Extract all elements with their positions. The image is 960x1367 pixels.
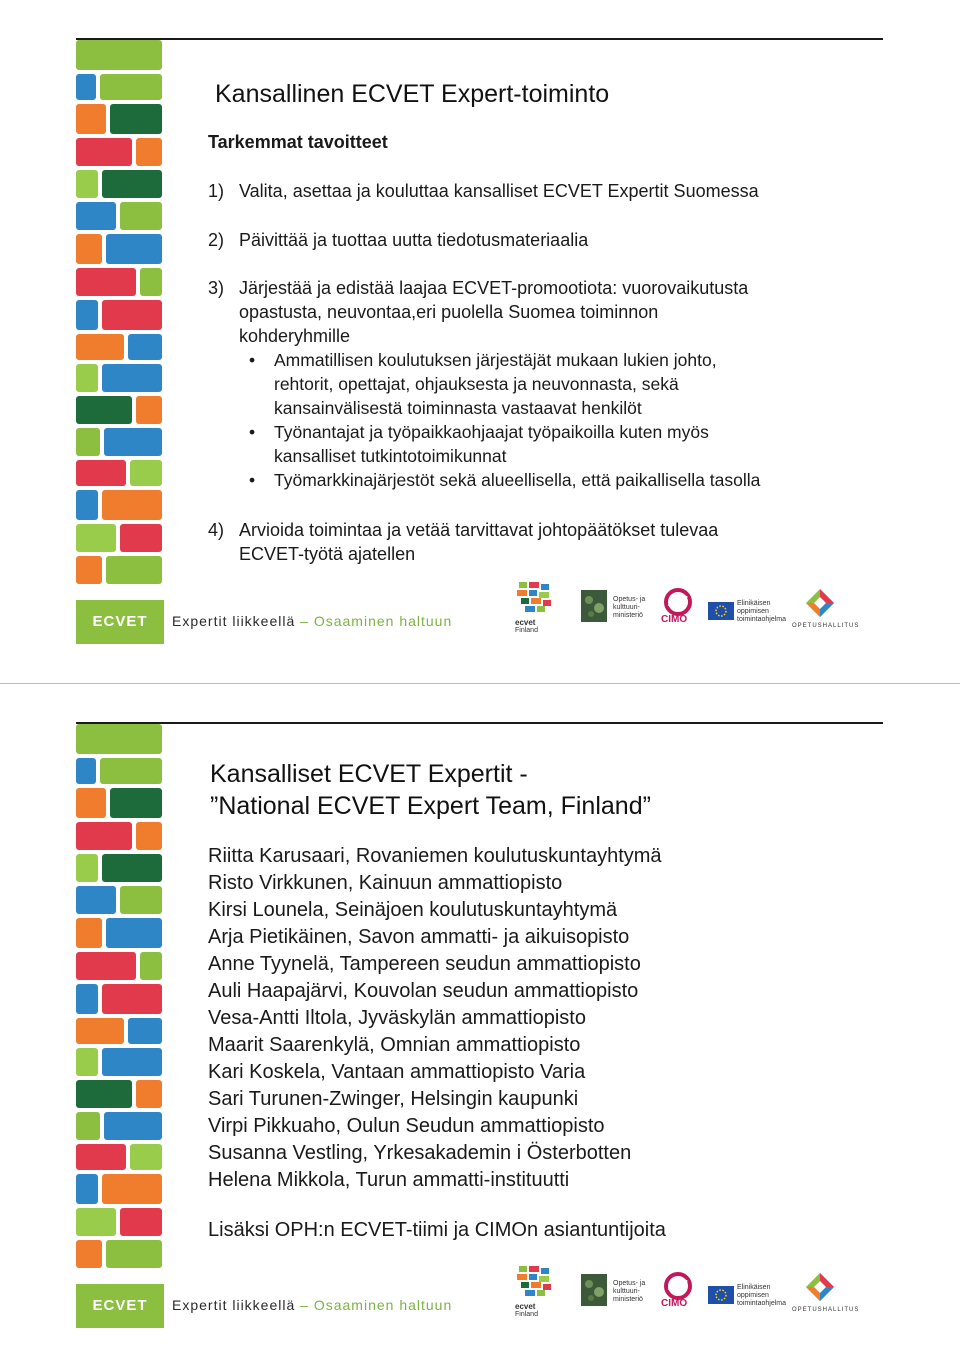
eu-flag-icon: [708, 602, 734, 620]
mosaic-tile: [102, 1048, 162, 1076]
item-number: 4): [208, 520, 225, 540]
member-item: Riitta Karusaari, Rovaniemen koulutuskuntayhtymä: [208, 845, 662, 867]
mosaic-tile: [76, 854, 98, 882]
eu-program-text: Elinikäisen oppimisen toimintaohjelma: [737, 1284, 787, 1307]
bullet-list: [249, 348, 849, 492]
mosaic-tile: [120, 524, 162, 552]
item-number: 3): [208, 278, 225, 298]
cimo-swirl-icon: [661, 588, 695, 616]
oph-diamond-icon: [805, 1272, 835, 1302]
mosaic-tile: [120, 1208, 162, 1236]
eu-flag-icon: [708, 1286, 734, 1304]
mosaic-tile: [76, 724, 162, 754]
mosaic-tile: [76, 1080, 132, 1108]
mosaic-tile: [76, 1144, 126, 1170]
member-item: Virpi Pikkuaho, Oulun Seudun ammattiopisto: [208, 1115, 605, 1137]
mosaic-tile: [76, 1174, 98, 1204]
bullet-line: Työmarkkinajärjestöt sekä alueellisella, että paikallisella tasolla: [274, 470, 761, 490]
mosaic-tile: [76, 1048, 98, 1076]
eu-program-text: Elinikäisen oppimisen toimintaohjelma: [737, 600, 787, 623]
mosaic-tile: [76, 334, 124, 360]
mosaic-tile: [76, 1240, 102, 1268]
bullet-line: kansalliset tutkintotoimikunnat: [274, 446, 507, 466]
mosaic-tile: [76, 918, 102, 948]
bullet-line: kansainvälisestä toiminnasta vastaavat henkilöt: [274, 398, 642, 418]
item-text-line: Järjestää ja edistää laajaa ECVET-promootiota: vuorovaikutusta: [239, 278, 749, 298]
mosaic-tile: [76, 138, 132, 166]
tagline-dash: –: [295, 613, 314, 629]
mosaic-tile: [76, 104, 106, 134]
member-item: Sari Turunen-Zwinger, Helsingin kaupunki: [208, 1088, 579, 1110]
mosaic-tile: [76, 268, 136, 296]
mosaic-tile: [136, 138, 162, 166]
oph-diamond-icon: [805, 588, 835, 618]
ministry-logo-text: Opetus- ja kulttuuri- ministeriö: [613, 596, 646, 619]
bullet-item: [249, 348, 849, 420]
ecvet-brand-text: ECVET: [92, 613, 148, 630]
mosaic-tile: [76, 202, 116, 230]
footer-tagline: [172, 1297, 452, 1313]
member-item: Kirsi Lounela, Seinäjoen koulutuskuntayhtymä: [208, 899, 618, 921]
mosaic-tile: [102, 364, 162, 392]
mosaic-tile: [76, 234, 102, 264]
mosaic-tile: [136, 822, 162, 850]
tagline-dash: –: [295, 1297, 314, 1313]
bullet-line: Työnantajat ja työpaikkaohjaajat työpaikoilla kuten myös: [274, 422, 709, 442]
mosaic-tile: [102, 984, 162, 1014]
mosaic-tile: [76, 300, 98, 330]
tagline-main: Expertit liikkeellä: [172, 1297, 296, 1313]
cimo-logo-text: CIMO: [661, 614, 688, 625]
member-item: Arja Pietikäinen, Savon ammatti- ja aikuisopisto: [208, 926, 630, 948]
member-item: Helena Mikkola, Turun ammatti-instituutti: [208, 1169, 570, 1191]
ecvet-finland-logo: [515, 580, 567, 636]
mosaic-tile: [140, 952, 162, 980]
mosaic-tile: [102, 1174, 162, 1204]
ecvet-logo-sub: Finland: [515, 1311, 538, 1318]
mosaic-tile: [76, 396, 132, 424]
slide-2: [0, 683, 960, 1367]
member-item: Anne Tyynelä, Tampereen seudun ammattiopisto: [208, 953, 641, 975]
mosaic-tile: [104, 428, 162, 456]
ministry-emblem-icon: [579, 1272, 609, 1308]
tagline-accent: Osaaminen haltuun: [313, 1297, 453, 1313]
mosaic-tile: [76, 490, 98, 520]
decorative-mosaic: [76, 40, 166, 600]
bullet-dot: •: [249, 350, 256, 370]
item-text-line: Arvioida toimintaa ja vetää tarvittavat johtopäätökset tulevaa: [239, 520, 719, 540]
mosaic-tile: [76, 822, 132, 850]
bullet-line: rehtorit, opettajat, ohjauksesta ja neuvonnasta, sekä: [274, 374, 679, 394]
list-item: [208, 276, 848, 348]
bullet-item: [249, 468, 849, 492]
slide-title: [210, 758, 651, 822]
ecvet-brand-block: [76, 600, 164, 644]
member-item: Risto Virkkunen, Kainuun ammattiopisto: [208, 872, 563, 894]
ecvet-logo-text: ecvet: [515, 1302, 536, 1311]
member-list: [208, 843, 662, 1194]
mosaic-tile: [76, 40, 162, 70]
item-number: 1): [208, 181, 225, 201]
top-divider: [76, 722, 883, 724]
bullet-line: Ammatillisen koulutuksen järjestäjät mukaan lukien johto,: [274, 350, 717, 370]
mosaic-tile: [76, 984, 98, 1014]
mosaic-tile: [76, 170, 98, 198]
ministry-logo: [579, 1264, 659, 1320]
item-text-line: ECVET-työtä ajatellen: [239, 544, 416, 564]
slide-1: [0, 0, 960, 683]
mosaic-tile: [104, 1112, 162, 1140]
item-text: Päivittää ja tuottaa uutta tiedotusmateriaalia: [239, 230, 589, 250]
tagline-accent: Osaaminen haltuun: [313, 613, 453, 629]
item-text-line: kohderyhmille: [239, 326, 351, 346]
member-item: Maarit Saarenkylä, Omnian ammattiopisto: [208, 1034, 581, 1056]
cimo-swirl-icon: [661, 1272, 695, 1300]
bullet-dot: •: [249, 422, 256, 442]
partner-logos: [515, 580, 860, 640]
ministry-emblem-icon: [579, 588, 609, 624]
extra-note: Lisäksi OPH:n ECVET-tiimi ja CIMOn asiantuntijoita: [208, 1219, 666, 1241]
title-line: Kansalliset ECVET Expertit -: [210, 760, 528, 788]
mosaic-tile: [76, 1018, 124, 1044]
mosaic-tile: [76, 1208, 116, 1236]
mosaic-tile: [106, 918, 162, 948]
member-item: Susanna Vestling, Yrkesakademin i Österbotten: [208, 1142, 632, 1164]
partner-logos: [515, 1264, 860, 1324]
mosaic-tile: [76, 788, 106, 818]
eu-program-logo: [708, 1264, 788, 1320]
tagline-main: Expertit liikkeellä: [172, 613, 296, 629]
mosaic-tile: [76, 886, 116, 914]
mosaic-tile: [76, 428, 100, 456]
mosaic-tile: [136, 1080, 162, 1108]
ministry-logo: [579, 580, 659, 636]
ecvet-brand-block: [76, 1284, 164, 1328]
decorative-mosaic: [76, 724, 166, 1284]
mosaic-tile: [76, 74, 96, 100]
mosaic-tile: [76, 758, 96, 784]
mosaic-tile: [102, 490, 162, 520]
mosaic-tile: [76, 952, 136, 980]
ecvet-mosaic-icon: [515, 1264, 555, 1298]
item-text-line: opastusta, neuvontaa,eri puolella Suomea toiminnon: [239, 302, 659, 322]
ecvet-mosaic-icon: [515, 580, 555, 614]
mosaic-tile: [106, 234, 162, 264]
member-item: Kari Koskela, Vantaan ammattiopisto Varia: [208, 1061, 586, 1083]
oph-logo: [789, 580, 860, 636]
mosaic-tile: [76, 556, 102, 584]
member-item: Auli Haapajärvi, Kouvolan seudun ammattiopisto: [208, 980, 639, 1002]
mosaic-tile: [102, 300, 162, 330]
mosaic-tile: [76, 1112, 100, 1140]
member-item: Vesa-Antti Iltola, Jyväskylän ammattiopisto: [208, 1007, 586, 1029]
slide-title: Kansallinen ECVET Expert-toiminto: [215, 80, 610, 108]
mosaic-tile: [102, 170, 162, 198]
eu-program-logo: [708, 580, 788, 636]
ecvet-logo-text: ecvet: [515, 618, 536, 627]
cimo-logo: [657, 580, 701, 636]
mosaic-tile: [110, 788, 162, 818]
mosaic-tile: [76, 524, 116, 552]
mosaic-tile: [76, 364, 98, 392]
mosaic-tile: [100, 74, 162, 100]
ecvet-logo-sub: Finland: [515, 627, 538, 634]
ecvet-brand-text: ECVET: [92, 1297, 148, 1314]
cimo-logo-text: CIMO: [661, 1298, 688, 1309]
mosaic-tile: [100, 758, 162, 784]
oph-logo-text: OPETUSHALLITUS: [792, 623, 860, 629]
mosaic-tile: [128, 1018, 162, 1044]
mosaic-tile: [110, 104, 162, 134]
mosaic-tile: [130, 1144, 162, 1170]
top-divider: [76, 38, 883, 40]
mosaic-tile: [140, 268, 162, 296]
mosaic-tile: [102, 854, 162, 882]
item-text: Valita, asettaa ja kouluttaa kansalliset ECVET Expertit Suomessa: [239, 181, 759, 201]
bullet-dot: •: [249, 470, 256, 490]
title-line: ”National ECVET Expert Team, Finland”: [210, 792, 651, 820]
bullet-item: [249, 420, 849, 468]
ecvet-finland-logo: [515, 1264, 567, 1320]
cimo-logo: [657, 1264, 701, 1320]
mosaic-tile: [120, 202, 162, 230]
mosaic-tile: [106, 556, 162, 584]
mosaic-tile: [76, 460, 126, 486]
mosaic-tile: [128, 334, 162, 360]
list-item: [208, 518, 848, 566]
oph-logo: [789, 1264, 860, 1320]
footer-tagline: [172, 613, 452, 629]
oph-logo-text: OPETUSHALLITUS: [792, 1307, 860, 1313]
mosaic-tile: [120, 886, 162, 914]
slide-subtitle: Tarkemmat tavoitteet: [208, 132, 388, 152]
item-number: 2): [208, 230, 225, 250]
mosaic-tile: [106, 1240, 162, 1268]
mosaic-tile: [136, 396, 162, 424]
ministry-logo-text: Opetus- ja kulttuuri- ministeriö: [613, 1280, 646, 1303]
mosaic-tile: [130, 460, 162, 486]
